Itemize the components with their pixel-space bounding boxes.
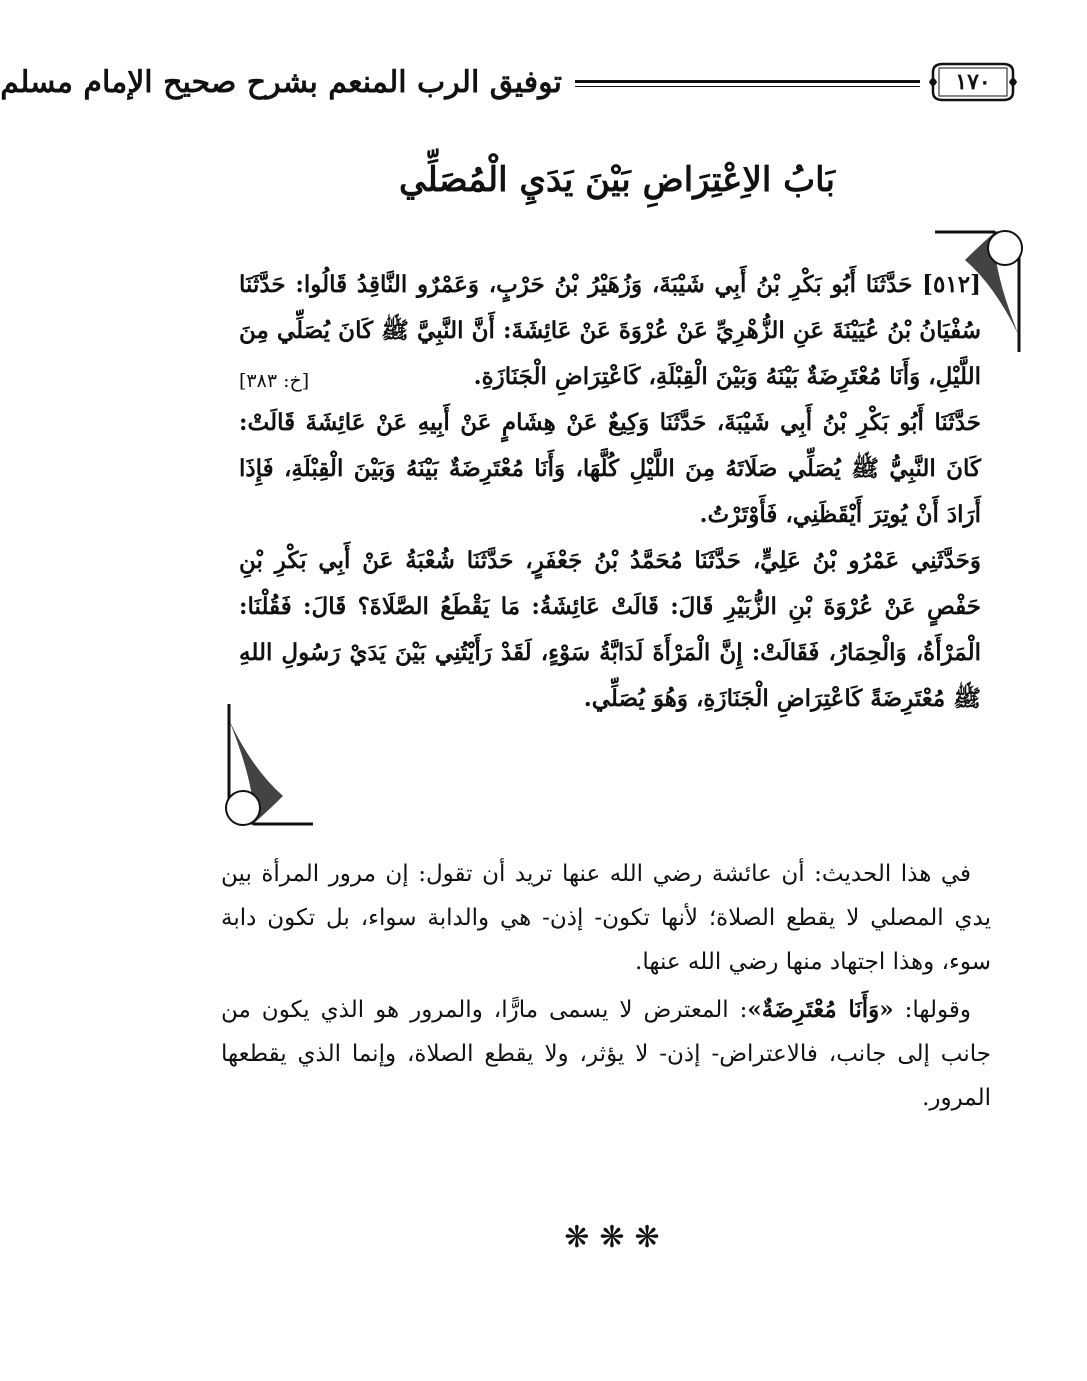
header-rule <box>575 80 920 83</box>
page-number: ١٧٠ <box>955 69 991 95</box>
bukhari-reference: [خ: ٣٨٣] <box>239 370 310 392</box>
hadith-paragraph-3: وَحَدَّثَنِي عَمْرُو بْنُ عَلِيٍّ، حَدَّثَنَا مُحَمَّدُ بْنُ جَعْفَرٍ، حَدَّثَنَا شُعْبَةُ عَنْ أَبِي بَكْرِ بْنِ حَفْصٍ عَنْ عُرْوَةَ بْنِ الزُّبَيْرِ قَالَ: قَالَتْ عَائِشَةُ: مَا يَقْطَعُ الصَّلَاةَ؟ قَالَ: فَقُلْنَا: الْمَرْأَةُ، وَالْحِمَارُ، فَقَالَتْ: إِنَّ الْمَرْأَةَ لَدَابَّةُ سَوْءٍ، لَقَدْ رَأَيْتُنِي بَيْنَ يَدَيْ رَسُولِ اللهِ ﷺ مُعْتَرِضَةً كَاعْتِرَاضِ الْجَنَازَةِ، وَهُوَ يُصَلِّي. <box>239 547 981 712</box>
commentary-paragraph-1: في هذا الحديث: أن عائشة رضي الله عنها تريد أن تقول: إن مرور المرأة بين يدي المصلي لا يقطع الصلاة؛ لأنها تكون- إذن- هي والدابة سواء، بل تكون دابة سوء، وهذا اجتهاد منها رضي الله عنها. <box>221 861 991 975</box>
hadith-paragraph-2: حَدَّثَنَا أَبُو بَكْرِ بْنُ أَبِي شَيْبَةَ، حَدَّثَنَا وَكِيعٌ عَنْ هِشَامٍ عَنْ أَبِيهِ عَنْ عَائِشَةَ قَالَتْ: كَانَ النَّبِيُّ ﷺ يُصَلِّي صَلَاتَهُ مِنَ اللَّيْلِ كُلَّهَا، وَأَنَا مُعْتَرِضَةٌ بَيْنَهُ وَبَيْنَ الْقِبْلَةِ، فَإِذَا أَرَادَ أَنْ يُوتِرَ أَيْقَظَنِي، فَأَوْتَرْتُ. <box>239 409 981 528</box>
hadith-text-block <box>239 262 981 722</box>
book-title: توفيق الرب المنعم بشرح صحيح الإمام مسلم <box>0 65 562 100</box>
commentary-paragraph-2 <box>221 988 991 1120</box>
hadith-paragraph-1: [٥١٢] حَدَّثَنَا أَبُو بَكْرِ بْنُ أَبِي شَيْبَةَ، وَزُهَيْرُ بْنُ حَرْبٍ، وَعَمْرٌو النَّاقِدُ قَالُوا: حَدَّثَنَا سُفْيَانُ بْنُ عُيَيْنَةَ عَنِ الزُّهْرِيِّ عَنْ عُرْوَةَ عَنْ عَائِشَةَ: أَنَّ النَّبِيَّ ﷺ كَانَ يُصَلِّي مِنَ اللَّيْلِ، وَأَنَا مُعْتَرِضَةٌ بَيْنَهُ وَبَيْنَ الْقِبْلَةِ، كَاعْتِرَاضِ الْجَنَازَةِ. <box>239 271 981 390</box>
quoted-phrase: «وَأَنَا مُعْتَرِضَةٌ» <box>747 996 894 1023</box>
page-number-badge <box>929 58 1017 106</box>
commentary-block <box>221 852 991 1124</box>
commentary-rest: : المعترض لا يسمى مارًّا، والمرور هو الذي يكون من جانب إلى جانب، فالاعتراض- إذن- لا يؤثر، ولا يقطع الصلاة، وإنما الذي يقطعها المرور. <box>221 997 991 1111</box>
section-end-ornament: ❋❋❋ <box>564 1220 670 1255</box>
commentary-prefix: وقولها: <box>893 997 971 1023</box>
page-header <box>0 58 1017 108</box>
chapter-title: بَابُ الاِعْتِرَاضِ بَيْنَ يَدَيِ الْمُصَلِّي <box>399 160 835 200</box>
